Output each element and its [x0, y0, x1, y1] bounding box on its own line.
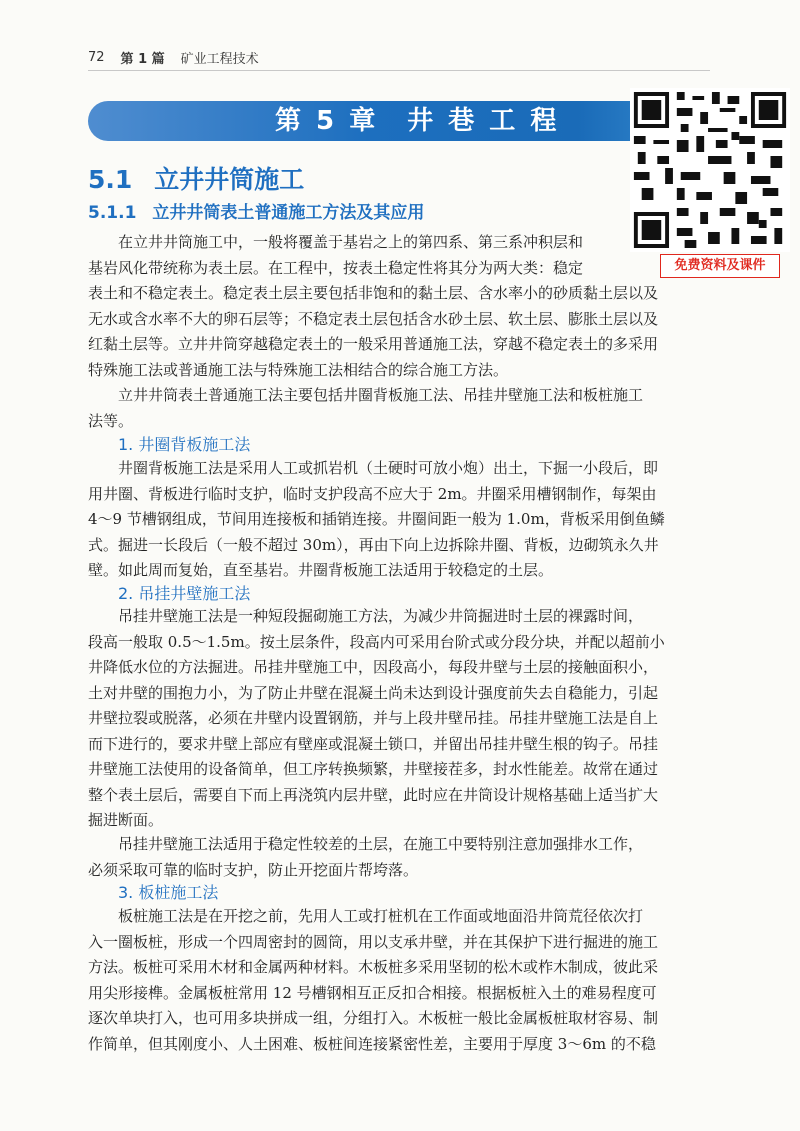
qr-label: 免费资料及课件 — [660, 254, 780, 278]
section-title: 立井井筒施工 — [154, 165, 305, 194]
text-line: 方法。板桩可采用木材和金属两种材料。木板桩多采用坚韧的松木或柞木制成，彼此采 — [88, 958, 659, 976]
paragraph-method-2-usage — [88, 832, 708, 883]
method-heading-3: 3. 板桩施工法 — [118, 883, 219, 902]
text-line: 用井圈、背板进行临时支护，临时支护段高不应大于 2m。井圈采用槽钢制作，每架由 — [88, 484, 657, 503]
subsection-heading — [88, 198, 424, 223]
text-line: 板桩施工法是在开挖之前，先用人工或打桩机在工作面或地面沿井筒荒径依次打 — [118, 907, 644, 925]
part-title: 矿业工程技术 — [180, 51, 259, 67]
part-label: 第 1 篇 — [120, 51, 165, 67]
text-line: 段高一般取 0.5～1.5m。按土层条件，段高内可采用台阶式或分段分块，并配以超前小 — [88, 632, 665, 651]
text-line: 井圈背板施工法是采用人工或抓岩机（土硬时可放小炮）出土，下掘一小段后，即 — [118, 459, 659, 477]
text-line: 井壁拉裂或脱落，必须在井壁内设置钢筋，并与上段井壁吊挂。吊挂井壁施工法是自上 — [88, 709, 659, 727]
text-line: 必须采取可靠的临时支护，防止开挖面片帮垮落。 — [88, 860, 419, 879]
paragraph-method-2 — [88, 604, 708, 834]
subsection-number: 5.1.1 — [88, 203, 137, 223]
paragraph-intro — [88, 230, 633, 281]
text-line: 表土和不稳定表土。稳定表土层主要包括非饱和的黏土层、含水率小的砂质黏土层以及 — [88, 284, 659, 302]
text-line: 式。掘进一长段后（一般不超过 30m），再由下向上边拆除井圈、背板，边砌筑永久井 — [88, 535, 659, 554]
paragraph-methods — [88, 383, 708, 434]
paragraph-method-1 — [88, 456, 708, 584]
text-line: 4～9 节槽钢组成，节间用连接板和插销连接。井圈间距一般为 1.0m，背板采用倒鱼鳞 — [88, 510, 665, 528]
text-line: 逐次单块打入，也可用多块拼成一组，分组打入。木板桩一般比金属板桩取材容易、制 — [88, 1009, 659, 1027]
page-number: 72 — [88, 49, 105, 65]
section-number: 5.1 — [88, 165, 133, 194]
header-rule — [88, 70, 710, 71]
text-line: 红黏土层等。立井井筒穿越稳定表土的一般采用普通施工法，穿越不稳定表土的多采用 — [88, 335, 659, 353]
running-header — [88, 44, 710, 70]
text-line: 特殊施工法或普通施工法与特殊施工法相结合的综合施工方法。 — [88, 360, 509, 379]
text-line: 井壁施工法使用的设备简单，但工序转换频繁，井壁接茬多，封水性能差。故常在通过 — [88, 760, 659, 778]
text-line: 吊挂井壁施工法是一种短段掘砌施工方法，为减少井筒掘进时土层的裸露时间， — [118, 607, 644, 625]
text-line: 吊挂井壁施工法适用于稳定性较差的土层，在施工中要特别注意加强排水工作， — [118, 835, 644, 853]
text-line: 作简单，但其刚度小、人土困难、板桩间连接紧密性差，主要用于厚度 3～6m 的不稳 — [88, 1034, 656, 1053]
text-line: 土对井壁的围抱力小，为了防止井壁在混凝土尚未达到设计强度前失去自稳能力，引起 — [88, 683, 659, 702]
text-line: 基岩风化带统称为表土层。在工程中，按表土稳定性将其分为两大类：稳定 — [88, 258, 584, 277]
text-line: 立井井筒表土普通施工法主要包括井圈背板施工法、吊挂井壁施工法和板桩施工 — [118, 386, 644, 404]
text-line: 在立井井筒施工中，一般将覆盖于基岩之上的第四系、第三系冲积层和 — [118, 233, 584, 251]
text-line: 而下进行的，要求井壁上部应有壁座或混凝土锁口，并留出吊挂井壁生根的钩子。吊挂 — [88, 734, 659, 753]
qr-code-icon — [630, 88, 790, 252]
text-line: 无水或含水率不大的卵石层等；不稳定表土层包括含水砂土层、软土层、膨胀土层以及 — [88, 309, 659, 328]
text-line: 整个表土层后，需要自下而上再浇筑内层井壁，此时应在井筒设计规格基础上适当扩大 — [88, 785, 659, 804]
text-line: 入一圈板桩，形成一个四周密封的圆筒，用以支承井壁，并在其保护下进行掘进的施工 — [88, 932, 659, 951]
section-heading — [88, 160, 304, 196]
subsection-title: 立井井筒表土普通施工方法及其应用 — [152, 203, 425, 223]
text-line: 掘进断面。 — [88, 811, 164, 829]
chapter-title: 第 5 章 井 巷 工 程 — [275, 106, 560, 136]
method-heading-1: 1. 井圈背板施工法 — [118, 435, 251, 454]
paragraph-intro-cont — [88, 281, 708, 383]
text-line: 壁。如此周而复始，直至基岩。井圈背板施工法适用于较稳定的土层。 — [88, 561, 554, 579]
text-line: 井降低水位的方法掘进。吊挂井壁施工中，因段高小，每段井壁与土层的接触面积小， — [88, 658, 659, 676]
text-line: 用尖形接榫。金属板桩常用 12 号槽钢相互正反扣合相接。根据板桩入土的难易程度可 — [88, 983, 657, 1002]
method-heading-2: 2. 吊挂井壁施工法 — [118, 584, 251, 603]
paragraph-method-3 — [88, 904, 708, 1057]
text-line: 法等。 — [88, 411, 134, 430]
